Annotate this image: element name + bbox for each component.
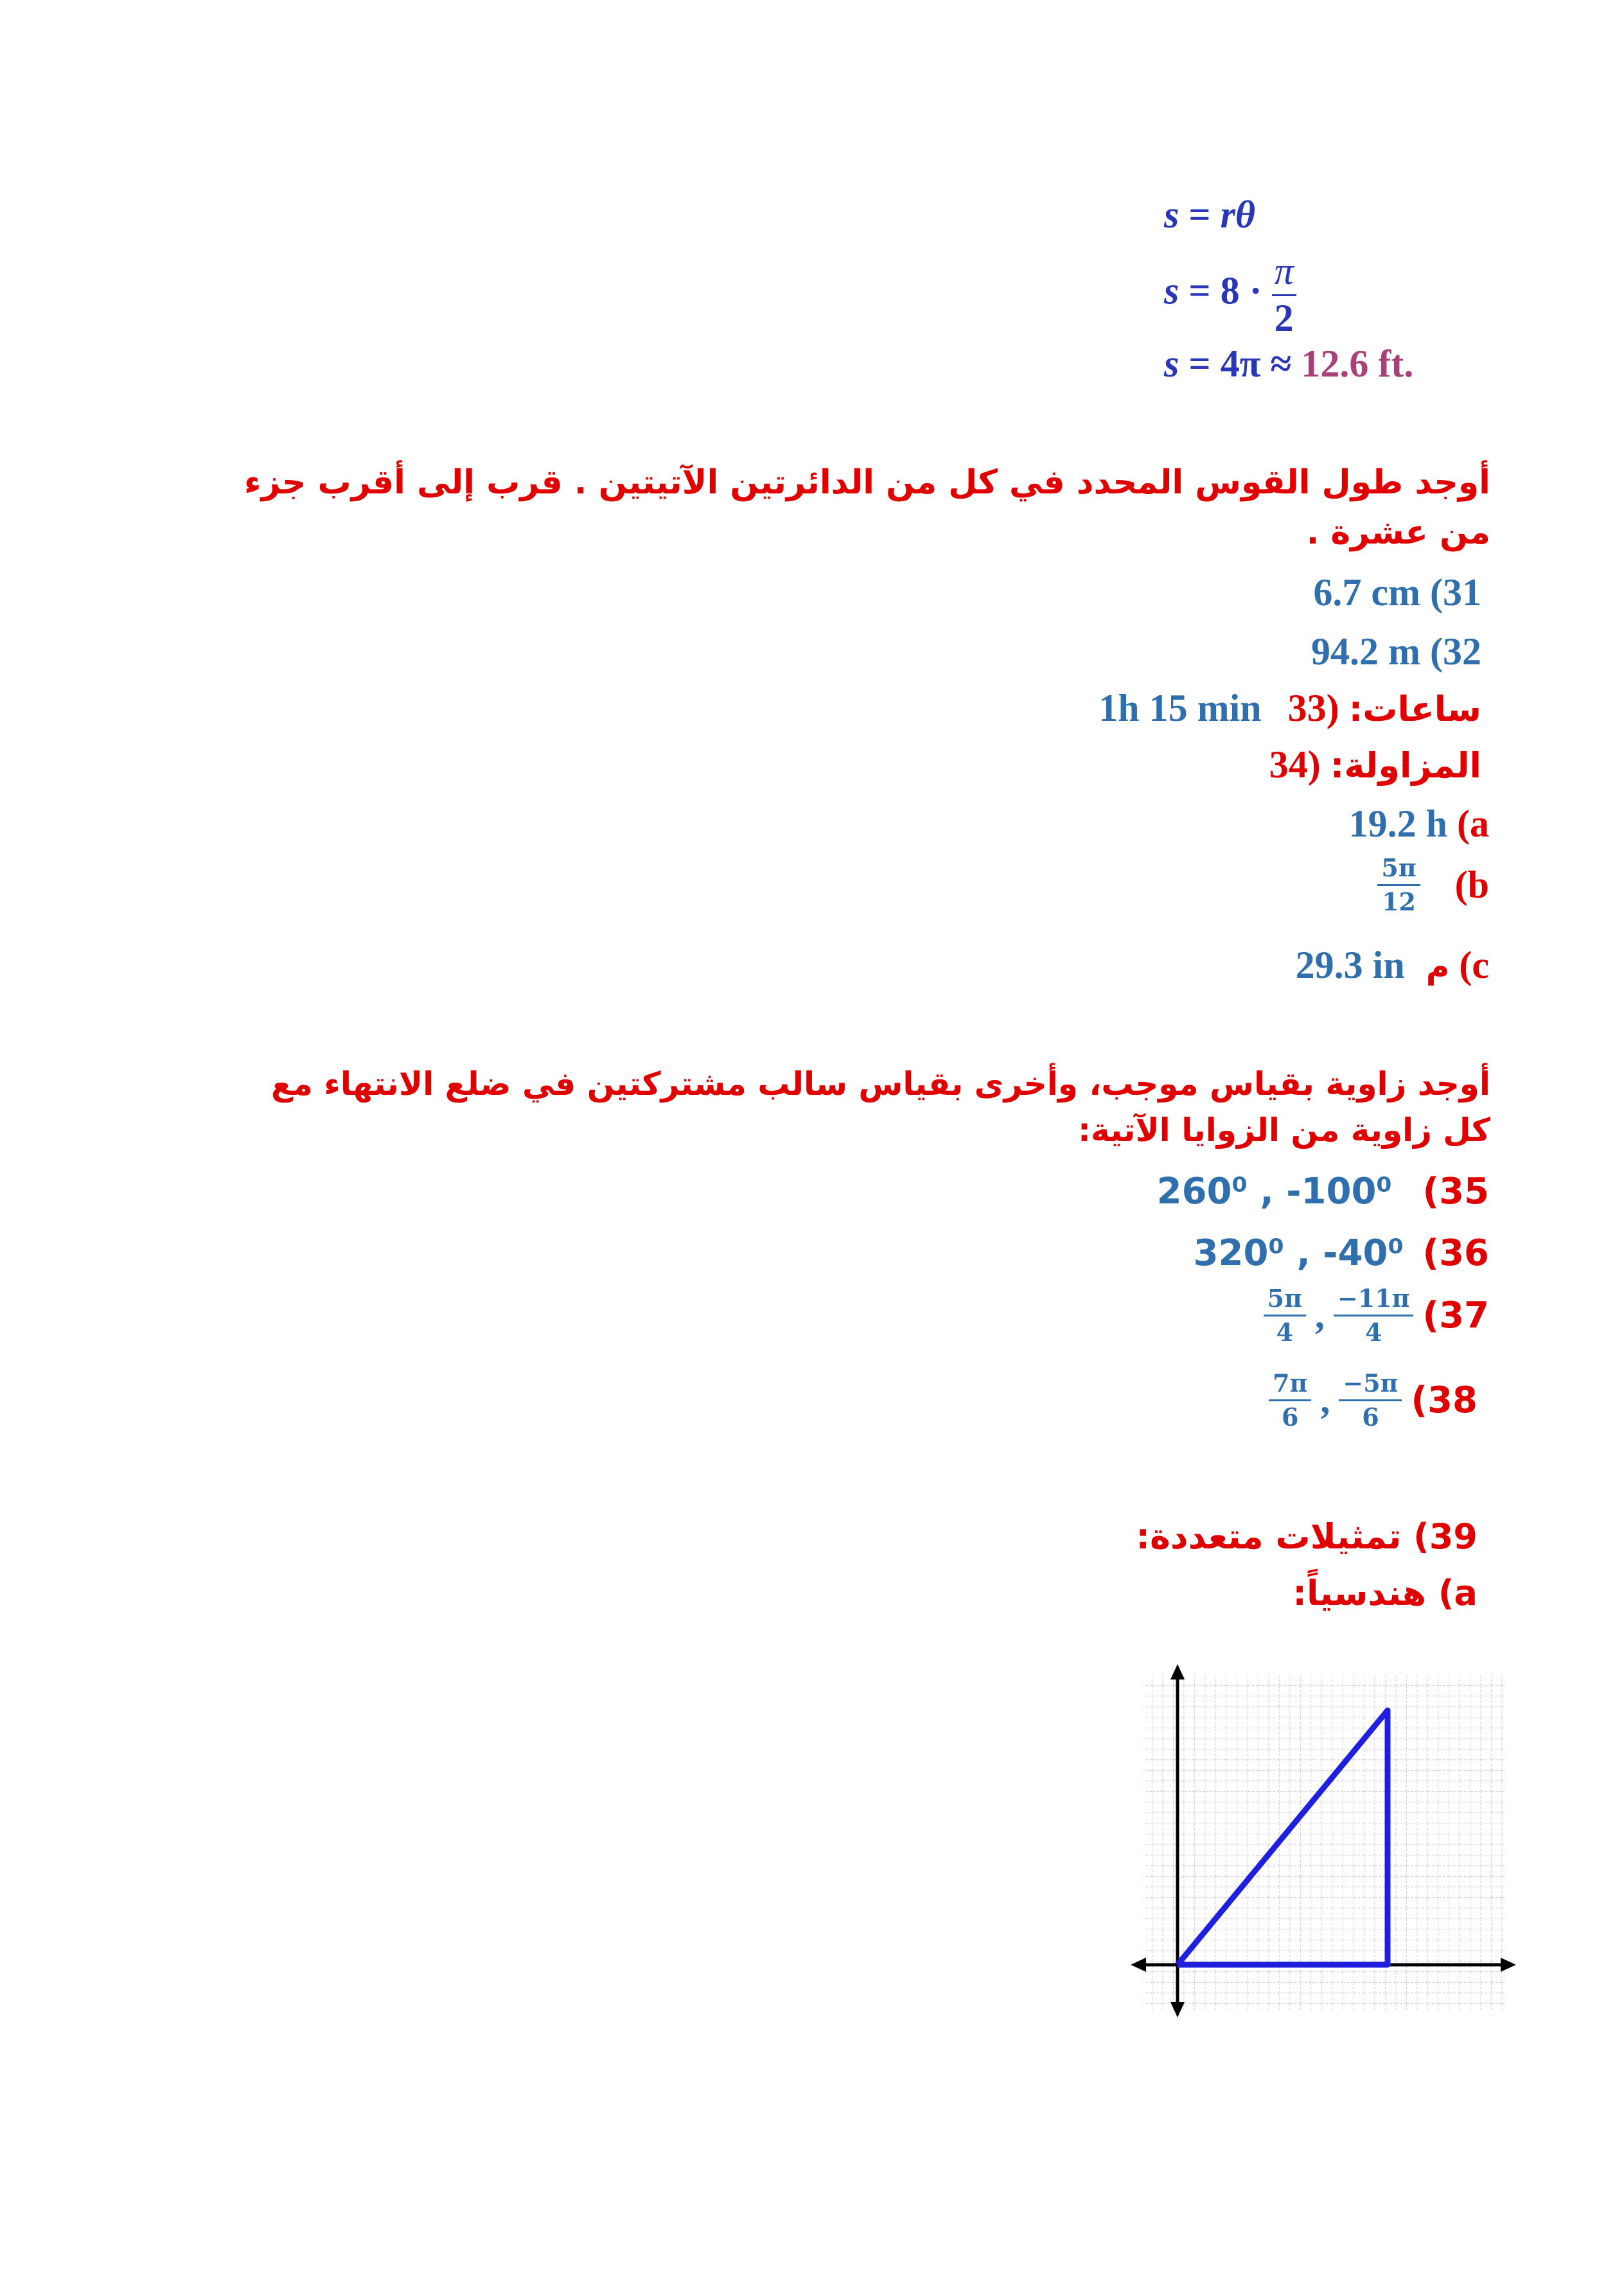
- formula-line-1: s = rθ: [1164, 193, 1256, 236]
- item-37: $\frac{5\pi}{4}$ , $\frac{-11\pi}{4}$ (37: [1264, 1285, 1489, 1346]
- section3-sub: a) هندسياً:: [1293, 1573, 1478, 1613]
- section1-instruction: أوجد طول القوس المحدد في كل من الدائرتين الآتيتين . قرب إلى أقرب جزء من عشرة .: [244, 463, 1490, 552]
- x-axis-arrow-right: [1501, 1958, 1516, 1972]
- seven-pi-over-6-fraction: $\frac{7\pi}{6}$: [1269, 1370, 1311, 1431]
- x-axis-arrow-left: [1131, 1958, 1146, 1972]
- item-34a: 19.2 h (a: [1348, 802, 1489, 845]
- formula-line-3: s = 4π ≈ 12.6 ft.: [1164, 342, 1414, 385]
- section3-title: 39) تمثيلات متعددة:: [1136, 1516, 1478, 1557]
- item-34: المزاولة: (34: [1269, 743, 1481, 786]
- formula-s: s: [1164, 193, 1179, 236]
- item-34b: $\frac{5\pi}{12}$ (b: [1377, 855, 1489, 916]
- five-pi-over-12-fraction: $\frac{5\pi}{12}$: [1377, 855, 1420, 916]
- section2-instruction-line2: كل زاوية من الزوايا الآتية:: [1077, 1112, 1490, 1149]
- item-34c: 29.3 in م (c: [1295, 944, 1489, 986]
- item-32: 94.2 m (32: [1311, 630, 1481, 673]
- neg-five-pi-over-6-fraction: $\frac{-5\pi}{6}$: [1339, 1370, 1402, 1431]
- neg-eleven-pi-over-4-fraction: $\frac{-11\pi}{4}$: [1334, 1285, 1414, 1346]
- pi-over-2-fraction: $\frac{\pi}{2}$: [1272, 252, 1296, 337]
- grid-background: [1143, 1676, 1506, 2010]
- item-33: 1h 15 min ساعات: (33: [1099, 687, 1481, 729]
- triangle-graph: [1131, 1664, 1516, 2017]
- arc-length-result: 12.6 ft.: [1301, 342, 1414, 385]
- item-31: 6.7 cm (31: [1313, 571, 1481, 614]
- y-axis-arrow-up: [1170, 1664, 1185, 1679]
- section2-instruction-line1: أوجد زاوية بقياس موجب، وأخرى بقياس سالب مشتركتين في ضلع الانتهاء مع: [270, 1065, 1490, 1103]
- item-36: 320⁰ , -40⁰ (36: [1193, 1232, 1489, 1274]
- item-38: $\frac{7\pi}{6}$ , $\frac{-5\pi}{6}$ (38: [1269, 1370, 1478, 1431]
- five-pi-over-4-fraction: $\frac{5\pi}{4}$: [1264, 1285, 1306, 1346]
- item-35: 260⁰ , -100⁰ (35: [1156, 1171, 1489, 1212]
- formula-line-2: s = 8 · $\frac{\pi}{2}$: [1164, 252, 1296, 337]
